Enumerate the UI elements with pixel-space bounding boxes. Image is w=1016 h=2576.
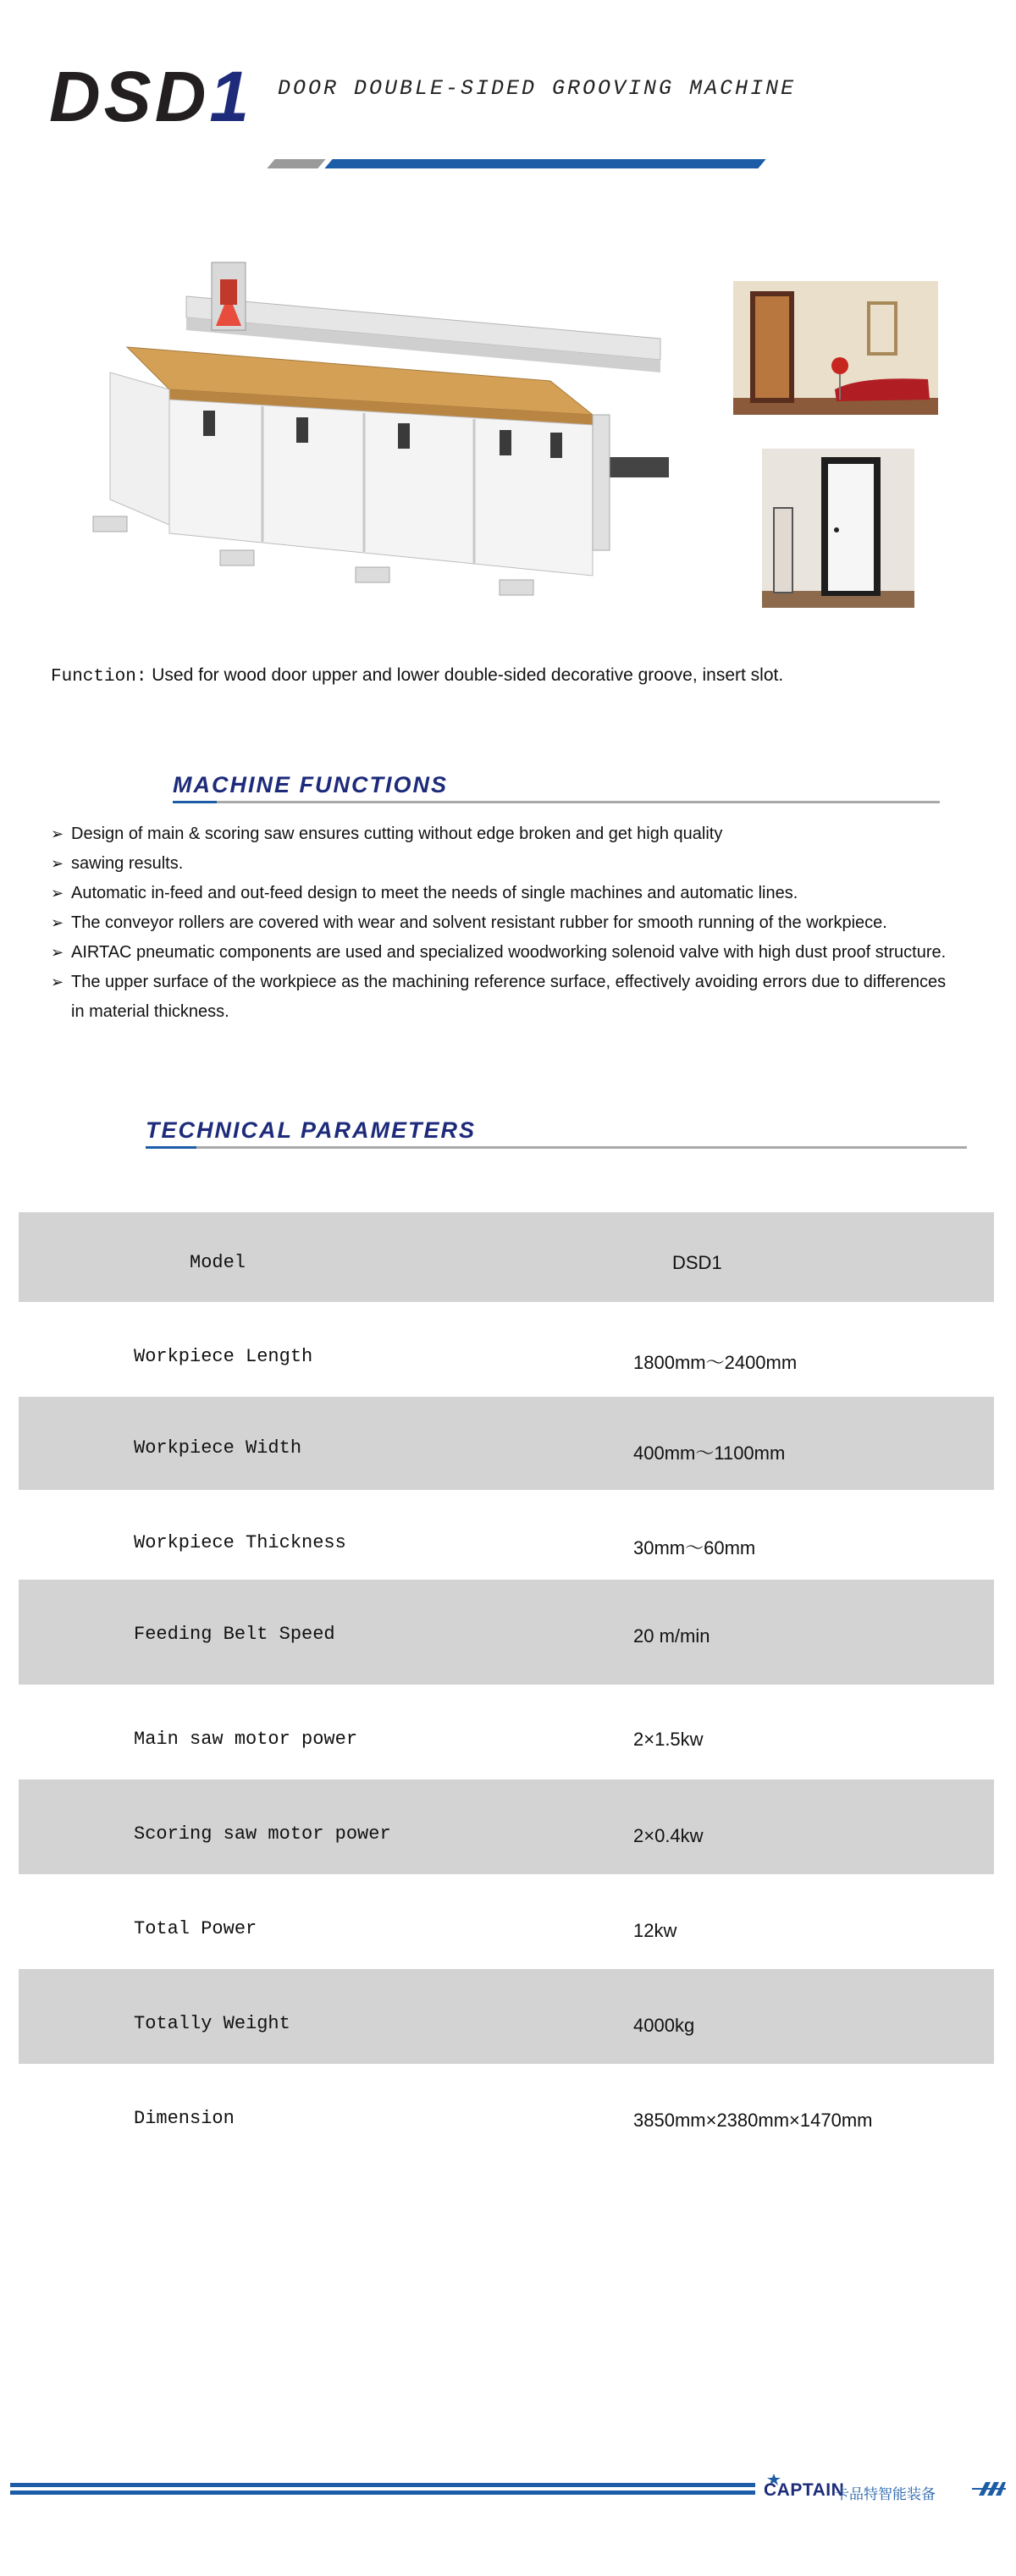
header-value: DSD1 [672,1252,722,1273]
technical-parameters-title: TECHNICAL PARAMETERS [146,1117,477,1143]
list-item: ➢ The upper surface of the workpiece as the machining reference surface, effectively avoiding errors due to differences in material thickness. [51,968,948,1027]
table-row: Workpiece Length 1800mm～2400mm [134,1346,798,1373]
list-item: ➢ Automatic in-feed and out-feed design to meet the needs of single machines and automatic lines. [51,879,948,908]
arrow-bullet-icon: ➢ [51,855,64,872]
footer-slash-decoration [972,2482,1006,2496]
list-item: ➢ The conveyor rollers are covered with wear and solvent resistant rubber for smooth running of the workpiece. [51,908,948,938]
model-number: 1 [209,57,253,136]
feature-list [51,819,948,1027]
arrow-bullet-icon: ➢ [51,914,64,931]
model-prefix: DSD [49,57,210,136]
footer-bar-lower [10,2491,755,2495]
white-door-photo [762,449,914,608]
machine-functions-underline-accent [173,801,217,803]
model-title [49,57,253,136]
table-row: Dimension 3850mm×2380mm×1470mm [134,2108,873,2131]
machine-subtitle: DOOR DOUBLE-SIDED GROOVING MACHINE [278,76,797,101]
header-label: Model [190,1252,246,1273]
header-divider-blue [324,159,765,168]
function-label: Function: [51,667,147,687]
brand-logo: CAPTAIN [764,2480,845,2500]
machine-functions-title: MACHINE FUNCTIONS [173,772,448,797]
brand-name-chinese: 卡品特智能装备 [835,2486,936,2503]
footer-bar [10,2483,755,2487]
table-row: Total Power 12kw [134,1918,677,1941]
function-text: Used for wood door upper and lower double-sided decorative groove, insert slot. [152,665,784,685]
table-row: Workpiece Width 400mm～1100mm [19,1397,994,1490]
table-row: Feeding Belt Speed 20 m/min [19,1580,994,1685]
function-description [51,665,783,687]
table-row: Main saw motor power 2×1.5kw [134,1729,704,1750]
table-header-row [19,1212,994,1302]
table-row: Totally Weight 4000kg [19,1969,994,2064]
list-item: ➢ AIRTAC pneumatic components are used and specialized woodworking solenoid valve with high dust proof structure. [51,938,948,968]
list-item: ➢ Design of main & scoring saw ensures cutting without edge broken and get high quality [51,819,948,849]
arrow-bullet-icon: ➢ [51,885,64,902]
list-item: ➢ sawing results. [51,849,948,879]
header-divider-gray [267,159,325,168]
machine-functions-underline [173,801,940,803]
technical-parameters-underline [146,1146,967,1149]
technical-parameters-underline-accent [146,1146,196,1149]
door-room-photo [733,281,938,415]
arrow-bullet-icon: ➢ [51,974,64,990]
table-row: Scoring saw motor power 2×0.4kw [19,1779,994,1874]
arrow-bullet-icon: ➢ [51,825,64,842]
arrow-bullet-icon: ➢ [51,944,64,961]
table-row: Workpiece Thickness 30mm～60mm [134,1532,756,1558]
machine-photo [76,245,686,618]
